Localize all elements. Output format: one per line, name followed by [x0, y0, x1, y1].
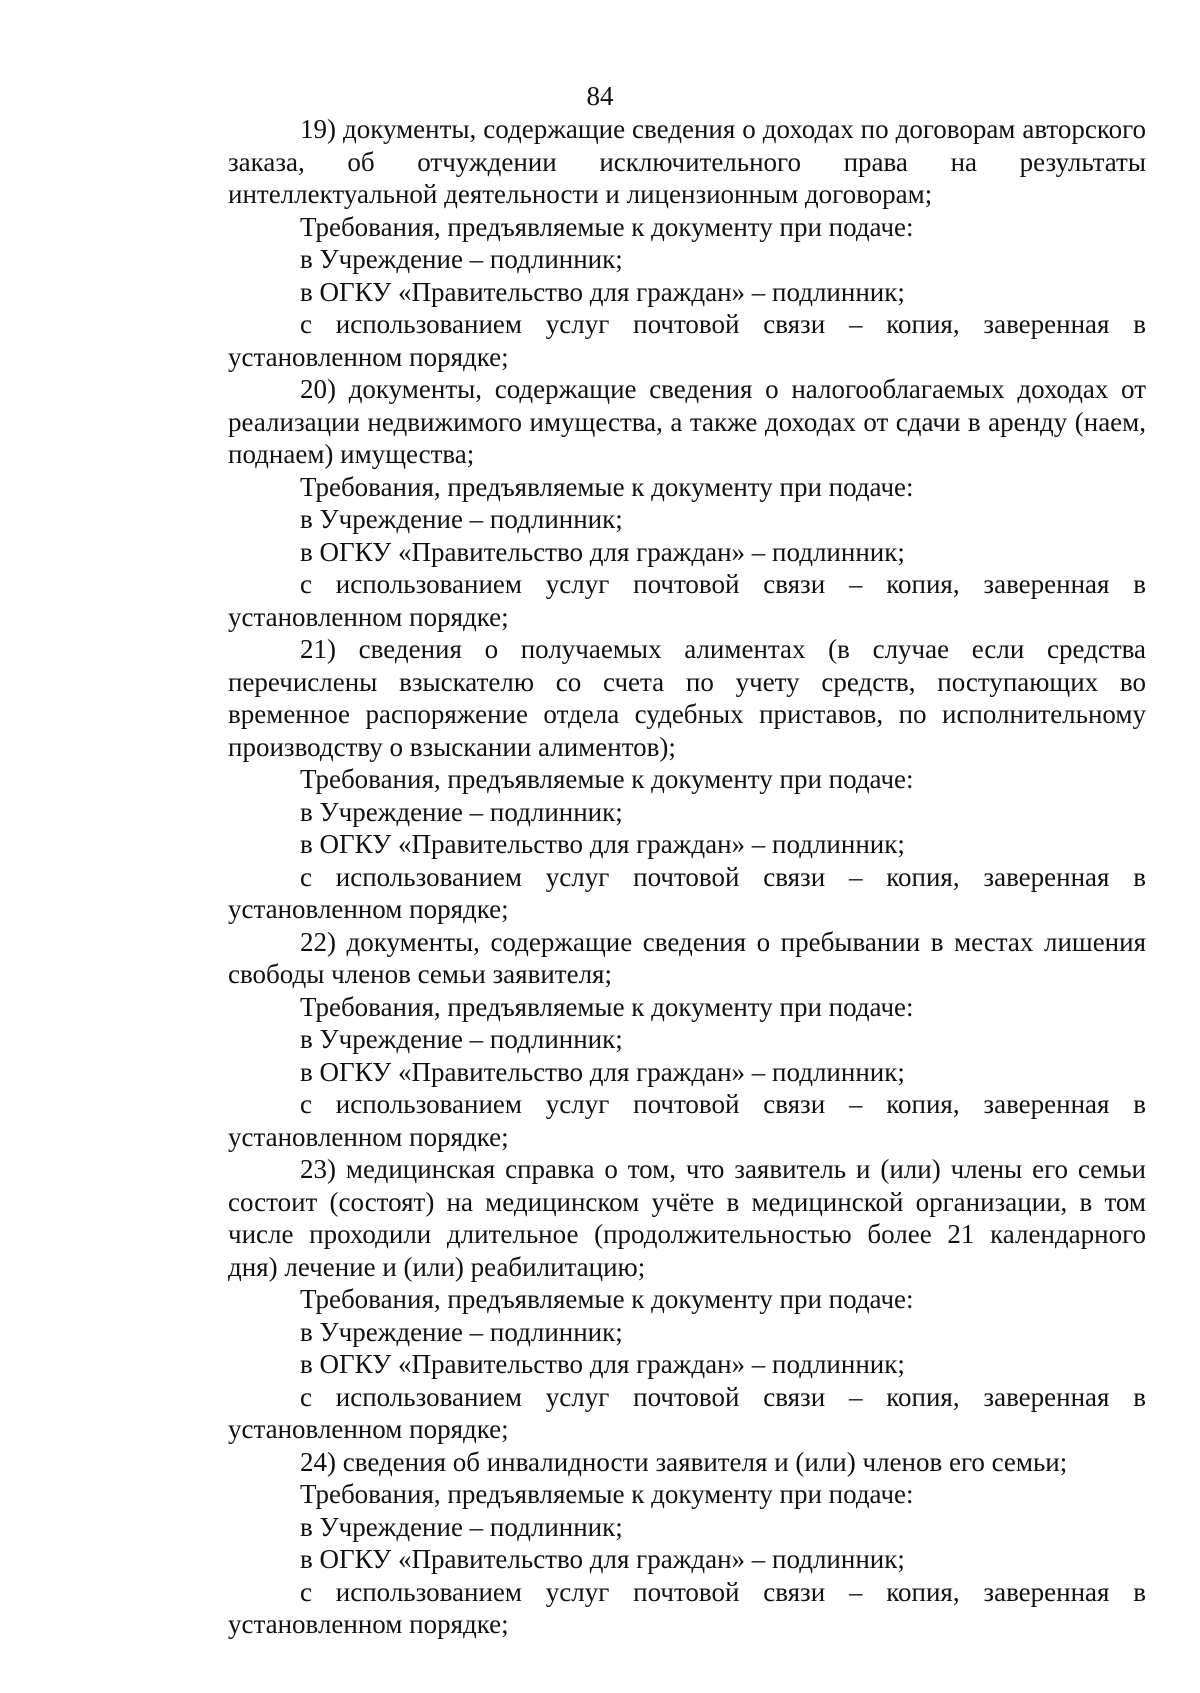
requirements-heading: Требования, предъявляемые к документу при подаче:	[300, 1284, 914, 1314]
page-content	[228, 113, 1146, 1641]
requirement-post: с использованием услуг почтовой связи – копия, заверенная в установленном порядке;	[228, 569, 1146, 632]
document-item-23	[228, 1153, 1146, 1446]
requirement-post: с использованием услуг почтовой связи – копия, заверенная в установленном порядке;	[228, 861, 1146, 924]
item-title: 21) сведения о получаемых алиментах (в случае если средства перечислены взыскателю со счета по учету средств, поступающих во временное распоряжение отдела судебных приставов, по исполнительному производству о взыскании алиментов);	[228, 634, 1146, 762]
requirements-heading: Требования, предъявляемые к документу при подаче:	[300, 211, 914, 242]
requirement-post: с использованием услуг почтовой связи – копия, заверенная в установленном порядке;	[228, 1089, 1146, 1152]
requirements-heading: Требования, предъявляемые к документу при подаче:	[300, 471, 914, 502]
requirement-institution: в Учреждение – подлинник;	[300, 244, 623, 274]
item-title: 20) документы, содержащие сведения о налогооблагаемых доходах от реализации недвижимого имущества, а также доходах от сдачи в аренду (наем, поднаем) имущества;	[228, 374, 1146, 469]
requirement-institution: в Учреждение – подлинник;	[300, 1024, 623, 1054]
requirements-heading: Требования, предъявляемые к документу при подаче:	[300, 991, 914, 1022]
requirements-heading: Требования, предъявляемые к документу при подаче:	[300, 764, 914, 794]
requirement-ogku: в ОГКУ «Правительство для граждан» – подлинник;	[300, 829, 905, 859]
requirement-ogku: в ОГКУ «Правительство для граждан» – подлинник;	[300, 1056, 905, 1087]
item-title: 22) документы, содержащие сведения о пребывании в местах лишения свободы членов семьи заявителя;	[228, 926, 1146, 989]
document-item-19	[228, 113, 1146, 373]
requirement-post: с использованием услуг почтовой связи – копия, заверенная в установленном порядке;	[228, 1576, 1146, 1639]
requirement-institution: в Учреждение – подлинник;	[300, 1316, 623, 1347]
item-title: 19) документы, содержащие сведения о доходах по договорам авторского заказа, об отчуждении исключительного права на результаты интеллектуальной деятельности и лицензионным договорам;	[228, 114, 1146, 209]
page-number: 84	[586, 81, 614, 111]
requirement-post: с использованием услуг почтовой связи – копия, заверенная в установленном порядке;	[228, 309, 1146, 372]
requirement-post: с использованием услуг почтовой связи – копия, заверенная в установленном порядке;	[228, 1381, 1146, 1444]
requirements-heading: Требования, предъявляемые к документу при подаче:	[300, 1479, 914, 1509]
item-title: 23) медицинская справка о том, что заявитель и (или) члены его семьи состоит (состоят) на медицинском учёте в медицинской организации, в том числе проходили длительное (продолжительностью более 21 календарного дня) лечение и (или) реабилитацию;	[228, 1154, 1146, 1282]
document-item-20	[228, 373, 1146, 633]
requirement-institution: в Учреждение – подлинник;	[300, 504, 623, 534]
requirement-ogku: в ОГКУ «Правительство для граждан» – подлинник;	[300, 1544, 905, 1574]
requirement-institution: в Учреждение – подлинник;	[300, 1511, 623, 1542]
requirement-ogku: в ОГКУ «Правительство для граждан» – подлинник;	[300, 276, 905, 307]
document-item-24	[228, 1446, 1146, 1641]
document-item-22	[228, 926, 1146, 1154]
document-item-21	[228, 633, 1146, 926]
requirement-institution: в Учреждение – подлинник;	[300, 796, 623, 827]
requirement-ogku: в ОГКУ «Правительство для граждан» – подлинник;	[300, 536, 905, 567]
requirement-ogku: в ОГКУ «Правительство для граждан» – подлинник;	[300, 1349, 905, 1379]
item-title: 24) сведения об инвалидности заявителя и (или) членов его семьи;	[300, 1446, 1068, 1477]
